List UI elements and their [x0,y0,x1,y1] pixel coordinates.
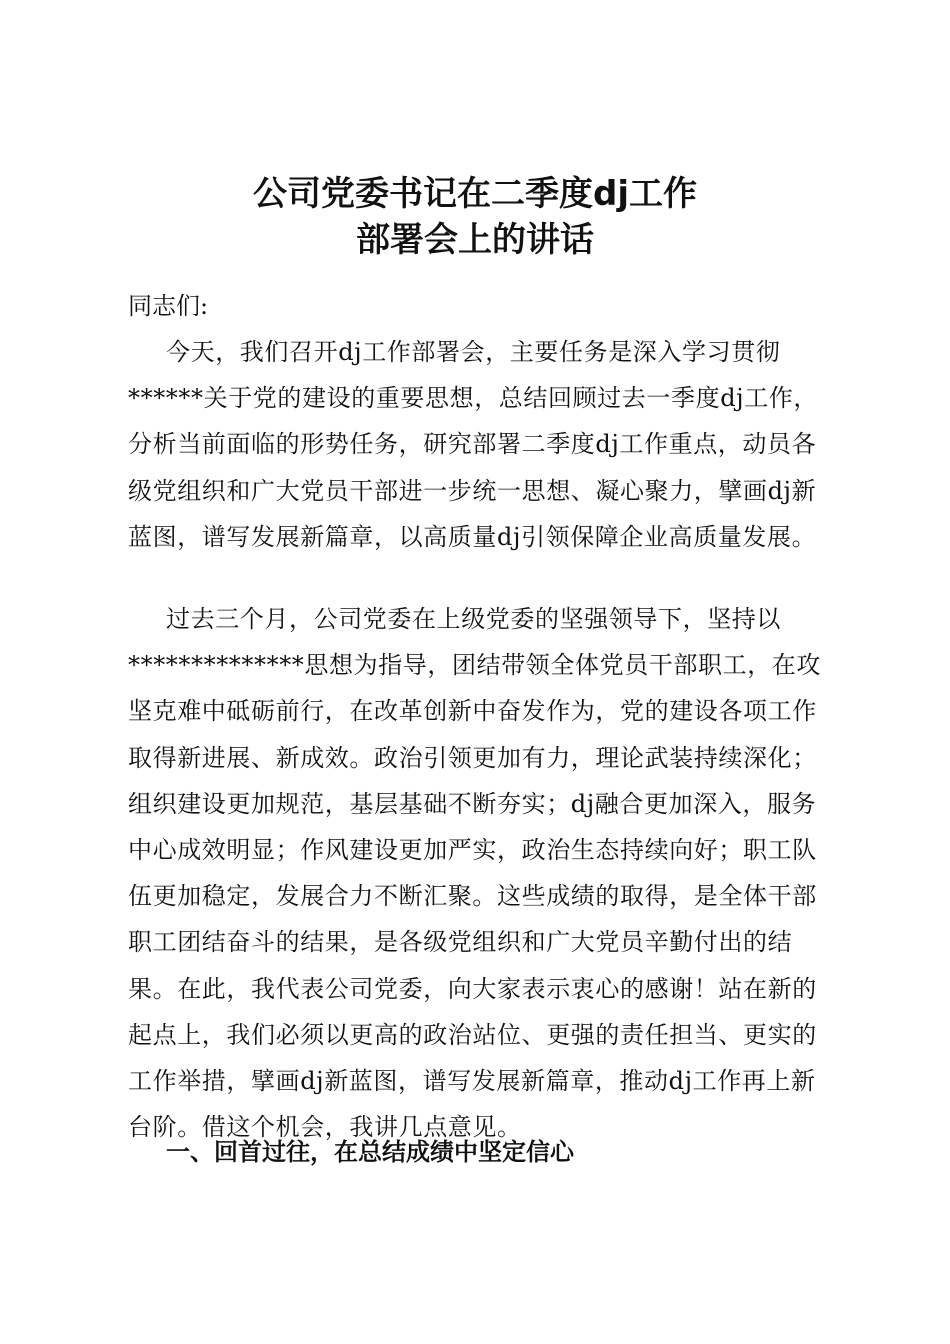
document-title-line-1: 公司党委书记在二季度dj工作 [253,174,697,214]
salutation: 同志们: [128,292,209,320]
paragraph-opening: 今天，我们召开dj工作部署会，主要任务是深入学习贯彻******关于党的建设的重要思想，总结回顾过去一季度dj工作，分析当前面临的形势任务，研究部署二季度dj工作重点，动员各级党组织和广大党员干部进一步统一思想、凝心聚力，擘画dj新蓝图，谱写发展新篇章，以高质量dj引领保障企业高质量发展。 [128,338,819,551]
paragraph-review: 过去三个月，公司党委在上级党委的坚强领导下，坚持以**************思想为指导，团结带领全体党员干部职工，在攻坚克难中砥砺前行，在改革创新中奋发作为，党的建设各项工作取得新进展、新成效。政治引领更加有力，理论武装持续深化；组织建设更加规范，基层基础不断夯实；dj融合更加深入，服务中心成效明显；作风建设更加严实，政治生态持续向好；职工队伍更加稳定，发展合力不断汇聚。这些成绩的取得，是全体干部职工团结奋斗的结果，是各级党组织和广大党员辛勤付出的结果。在此，我代表公司党委，向大家表示衷心的感谢！站在新的起点上，我们必须以更高的政治站位、更强的责任担当、更实的工作举措，擘画dj新蓝图，谱写发展新篇章，推动dj工作再上新台阶。借这个机会，我讲几点意见。 [128,605,821,1142]
document-title-line-2: 部署会上的讲话 [356,220,594,260]
section-heading: 一、回首过往，在总结成绩中坚定信心 [166,1138,574,1166]
